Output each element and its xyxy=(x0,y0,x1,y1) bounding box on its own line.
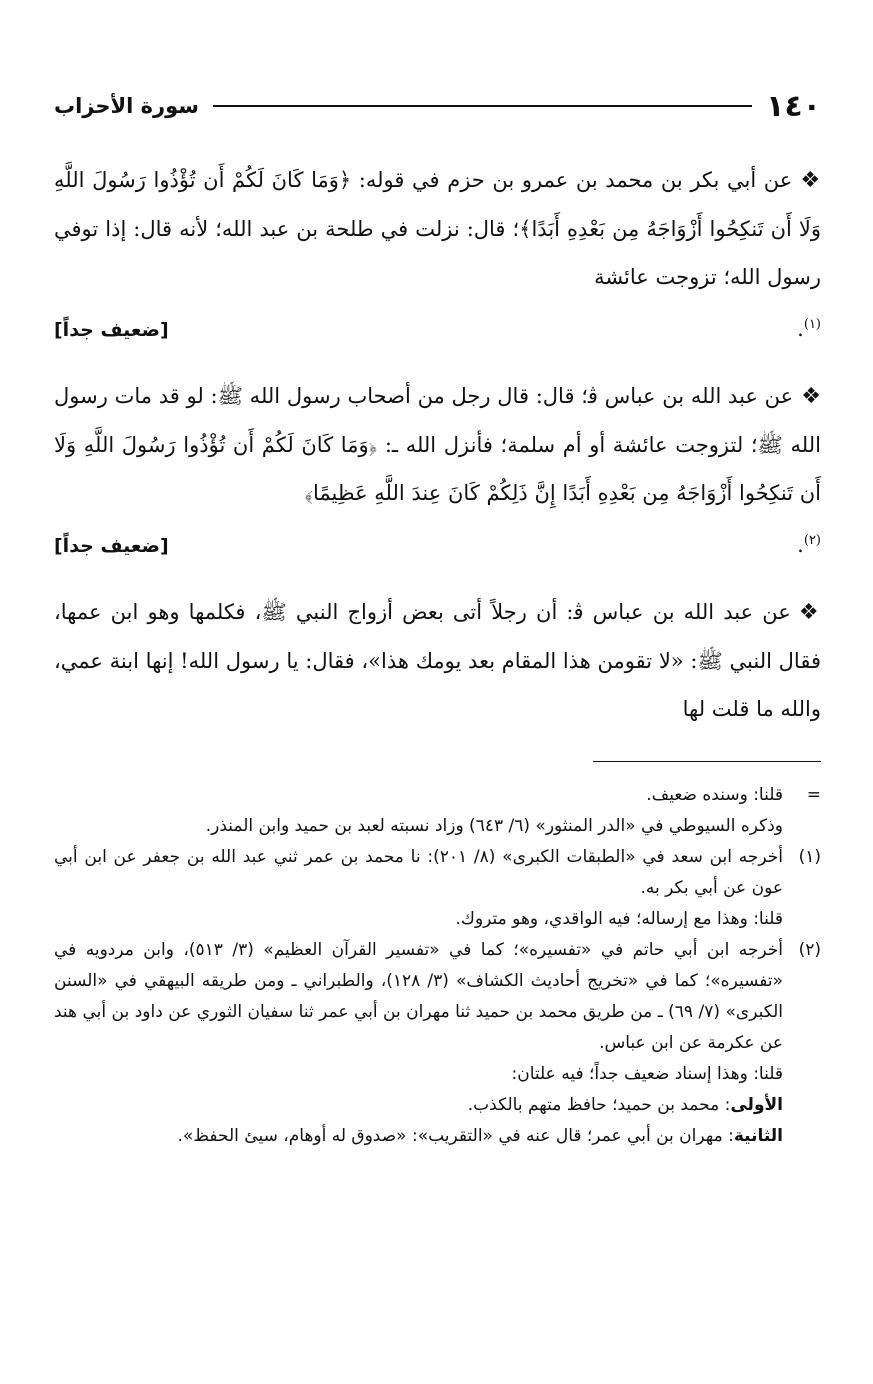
grade-label: [ضعيف جداً] xyxy=(54,319,169,341)
footnote-line: قلنا: وهذا مع إرساله؛ فيه الواقدي، وهو متروك. xyxy=(455,909,783,929)
first-defect-label: الأولى xyxy=(730,1095,783,1115)
grade-line xyxy=(54,517,821,570)
main-text xyxy=(54,156,821,733)
first-defect-text: : محمد بن حميد؛ حافظ متهم بالكذب. xyxy=(467,1095,731,1115)
footnote-number: (١) xyxy=(798,847,821,867)
entry-text: عن عبد الله بن عباس ﭬ؛ قال: قال رجل من أصحاب رسول الله ﷺ: لو قد مات رسول الله ﷺ؛ لتزوجت عائشة أو أم سلمة؛ فأنزل الله ـ: xyxy=(54,384,821,457)
diamond-bullet-icon: ❖ xyxy=(801,384,821,409)
entry-text: ؛ قال: نزلت في طلحة بن عبد الله؛ لأنه قال: إذا توفي رسول الله؛ تزوجت عائشة xyxy=(54,217,821,289)
footnote-line: أخرجه ابن سعد في «الطبقات الكبرى» (٨/ ٢٠١): نا محمد بن عمر ثني عبد الله بن جعفر عن ابن أبي عون عن أبي بكر به. xyxy=(54,847,783,898)
footnote-line: قلنا: وهذا إسناد ضعيف جداً؛ فيه علتان: xyxy=(511,1064,783,1084)
footnote-line: أخرجه ابن أبي حاتم في «تفسيره»؛ كما في «تفسير القرآن العظيم» (٣/ ٥١٣)، وابن مردويه في «تفسيره»؛ كما في «تخريج أحاديث الكشاف» (٣/ ١٢٨)، والطبراني ـ ومن طريقه البيهقي في «السنن الكبرى» (٧/ ٦٩) ـ من طريق محمد بن حميد ثنا مهران بن أبي عمر ثنا سفيان الثوري عن داود بن أبي هند عن عكرمة عن ابن عباس. xyxy=(54,940,783,1053)
footnotes xyxy=(54,780,821,1152)
entry-paragraph xyxy=(54,588,821,733)
hadith-entry-3 xyxy=(54,588,821,733)
page-number: ١٤٠ xyxy=(766,88,821,124)
footnote-ref-line xyxy=(797,301,821,353)
surah-title: سورة الأحزاب xyxy=(54,94,199,118)
sentence-end: . xyxy=(797,533,804,557)
quran-verse: ﴿وَمَا كَانَ لَكُمْ أَن تُؤْذُوا رَسُولَ اللَّهِ وَلَا أَن تَنكِحُوا أَزْوَاجَهُ مِن بَعْدِهِ أَبَدًا﴾ xyxy=(54,168,821,241)
footnote-separator xyxy=(593,761,821,762)
footnote-ref-line xyxy=(797,517,821,569)
footnote-body xyxy=(54,935,783,1152)
footnote-line xyxy=(54,1121,783,1152)
diamond-bullet-icon: ❖ xyxy=(800,168,821,193)
sentence-end: . xyxy=(797,317,804,341)
footnote-line xyxy=(54,1090,783,1121)
footnote-1 xyxy=(54,842,821,935)
footnote-continuation xyxy=(54,780,821,842)
footnote-ref[interactable]: (٢) xyxy=(803,533,821,548)
hadith-entry-2 xyxy=(54,372,821,570)
footnote-2 xyxy=(54,935,821,1152)
footnote-ref[interactable]: (١) xyxy=(803,317,821,332)
quran-verse: ﴿وَمَا كَانَ لَكُمْ أَن تُؤْذُوا رَسُولَ اللَّهِ وَلَا أَن تَنكِحُوا أَزْوَاجَهُ مِن بَعْدِهِ أَبَدًا إِنَّ ذَلِكُمْ كَانَ عِندَ اللَّهِ عَظِيمًا﴾ xyxy=(54,433,821,505)
entry-text: عن عبد الله بن عباس ﭬ: أن رجلاً أتى بعض أزواج النبي ﷺ، فكلمها وهو ابن عمها، فقال النبي ﷺ: «لا تقومن هذا المقام بعد يومك هذا»، فقال: يا رسول الله! إنها ابنة عمي، والله ما قلت لها xyxy=(54,600,821,721)
footnote-body xyxy=(54,780,783,842)
second-defect-text: : مهران بن أبي عمر؛ قال عنه في «التقريب»: «صدوق له أوهام، سيئ الحفظ». xyxy=(177,1126,734,1146)
footnote-body xyxy=(54,842,783,935)
hadith-entry-1 xyxy=(54,156,821,354)
footnote-number: (٢) xyxy=(798,940,821,960)
second-defect-label: الثانية xyxy=(733,1126,783,1146)
entry-paragraph xyxy=(54,156,821,301)
grade-label: [ضعيف جداً] xyxy=(54,535,169,557)
page-header xyxy=(54,86,821,126)
diamond-bullet-icon: ❖ xyxy=(798,600,821,625)
continuation-mark: = xyxy=(806,785,821,805)
grade-line xyxy=(54,301,821,354)
footnote-line: قلنا: وسنده ضعيف. xyxy=(646,785,783,805)
entry-paragraph xyxy=(54,372,821,517)
footnote-line: وذكره السيوطي في «الدر المنثور» (٦/ ٦٤٣) وزاد نسبته لعبد بن حميد وابن المنذر. xyxy=(205,816,783,836)
entry-text: عن أبي بكر بن محمد بن عمرو بن حزم في قوله: xyxy=(351,168,793,192)
header-rule xyxy=(213,105,752,107)
